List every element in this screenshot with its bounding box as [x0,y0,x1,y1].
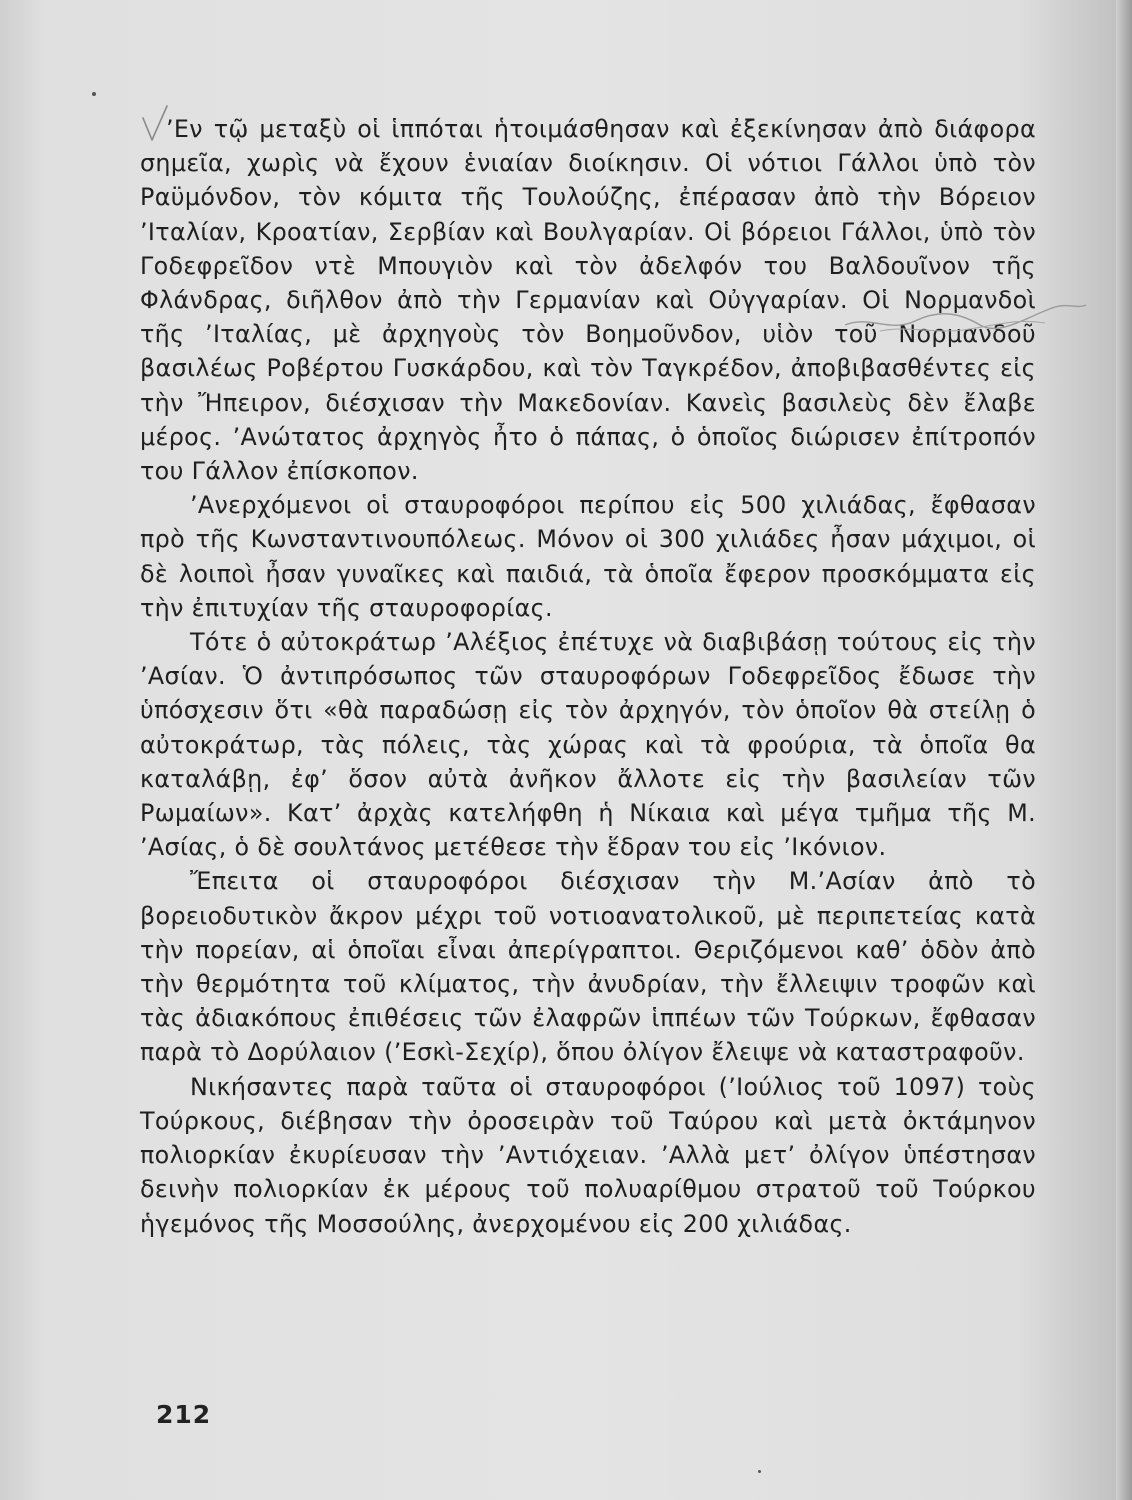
paragraph: Νικήσαντες παρὰ ταῦτα οἱ σταυροφόροι (’Ιούλιος τοῦ 1097) τοὺς Τούρκους, διέβησαν τὴν ὀροσειρὰν τοῦ Ταύρου καὶ μετὰ ὀκτάμηνον πολιορκίαν ἐκυρίευσαν τὴν ’Αντιόχειαν. ’Αλλὰ μετ’ ὀλίγον ὑπέστησαν δεινὴν πολιορκίαν ἐκ μέρους τοῦ πολυαρίθμου στρατοῦ τοῦ Τούρκου ἡγεμόνος τῆς Μοσσούλης, ἀνερχομένου εἰς 200 χιλιάδας. [140,1072,1036,1238]
ink-speck [92,92,96,96]
pencil-scribble [840,295,1090,340]
page-number: 212 [156,1400,212,1429]
paragraph: Ἔπειτα οἱ σταυροφόροι διέσχισαν τὴν Μ.’Ασίαν ἀπὸ τὸ βορειοδυτικὸν ἄκρον μέχρι τοῦ νοτιοανατολικοῦ, μὲ περιπετείας κατὰ τὴν πορείαν, αἱ ὁποῖαι εἶναι ἀπερίγραπτοι. Θεριζόμενοι καθ’ ὁδὸν ἀπὸ τὴν θερμότητα τοῦ κλίματος, τὴν ἀνυδρίαν, τὴν ἔλλειψιν τροφῶν καὶ τὰς ἀδιακόπους ἐπιθέσεις τῶν ἐλαφρῶν ἱππέων τῶν Τούρκων, ἔφθασαν παρὰ τὸ Δορύλαιον (’Εσκὶ-Σεχίρ), ὅπου ὀλίγον ἔλειψε νὰ καταστραφοῦν. [140,867,1036,1067]
paragraph: ’Εν τῷ μεταξὺ οἱ ἱππόται ἡτοιμάσθησαν καὶ ἐξεκίνησαν ἀπὸ διάφορα σημεῖα, χωρὶς νὰ ἔχουν ἑνιαίαν διοίκησιν. Οἱ νότιοι Γάλλοι ὑπὸ τὸν Ραϋμόνδον, τὸν κόμιτα τῆς Τουλούζης, ἐπέρασαν ἀπὸ τὴν Βόρειον ’Ιταλίαν, Κροατίαν, Σερβίαν καὶ Βουλγαρίαν. Οἱ βόρειοι Γάλλοι, ὑπὸ τὸν Γοδεφρεῖδον ντὲ Μπουγιὸν καὶ τὸν ἀδελφόν του Βαλδουῖνον τῆς Φλάνδρας, διῆλθον ἀπὸ τὴν Γερμανίαν καὶ Οὐγγαρίαν. Οἱ Νορμανδοὶ τῆς ’Ιταλίας, μὲ ἀρχηγοὺς τὸν Βοημοῦνδον, υἱὸν τοῦ Νορμανδοῦ βασιλέως Ροβέρτου Γυσκάρδου, καὶ τὸν Ταγκρέδον, ἀποβιβασθέντες εἰς τὴν Ἤπειρον, διέσχισαν τὴν Μακεδονίαν. Κανεὶς βασιλεὺς δὲν ἔλαβε μέρος. ’Ανώτατος ἀρχηγὸς ἦτο ὁ πάπας, ὁ ὁποῖος διώρισεν ἐπίτροπόν του Γάλλον ἐπίσκοπον. [140,115,1036,486]
ink-speck [758,1470,761,1473]
body-text [140,112,1036,1241]
page-edge-shadow [1116,0,1132,1500]
paragraph: Τότε ὁ αὐτοκράτωρ ’Αλέξιος ἐπέτυχε νὰ διαβιβάσῃ τούτους εἰς τὴν ’Ασίαν. Ὁ ἀντιπρόσωπος τῶν σταυροφόρων Γοδεφρεῖδος ἔδωσε τὴν ὑπόσχεσιν ὅτι «θὰ παραδώσῃ εἰς τὸν ἀρχηγόν, τὸν ὁποῖον θὰ στείλῃ ὁ αὐτοκράτωρ, τὰς πόλεις, τὰς χώρας καὶ τὰ φρούρια, τὰ ὁποῖα θα καταλάβῃ, ἐφ’ ὅσον αὐτὰ ἀνῆκον ἄλλοτε εἰς τὴν βασιλείαν τῶν Ρωμαίων». Κατ’ ἀρχὰς κατελήφθη ἡ Νίκαια καὶ μέγα τμῆμα τῆς Μ. ’Ασίας, ὁ δὲ σουλτάνος μετέθεσε τὴν ἕδραν του εἰς ’Ικόνιον. [140,628,1036,862]
paragraph: ’Ανερχόμενοι οἱ σταυροφόροι περίπου εἰς 500 χιλιάδας, ἔφθασαν πρὸ τῆς Κωνσταντινουπόλεως. Μόνον οἱ 300 χιλιάδες ἦσαν μάχιμοι, οἱ δὲ λοιποὶ ἦσαν γυναῖκες καὶ παιδιά, τὰ ὁποῖα ἔφερον προσκόμματα εἰς τὴν ἐπιτυχίαν τῆς σταυροφορίας. [140,491,1036,622]
